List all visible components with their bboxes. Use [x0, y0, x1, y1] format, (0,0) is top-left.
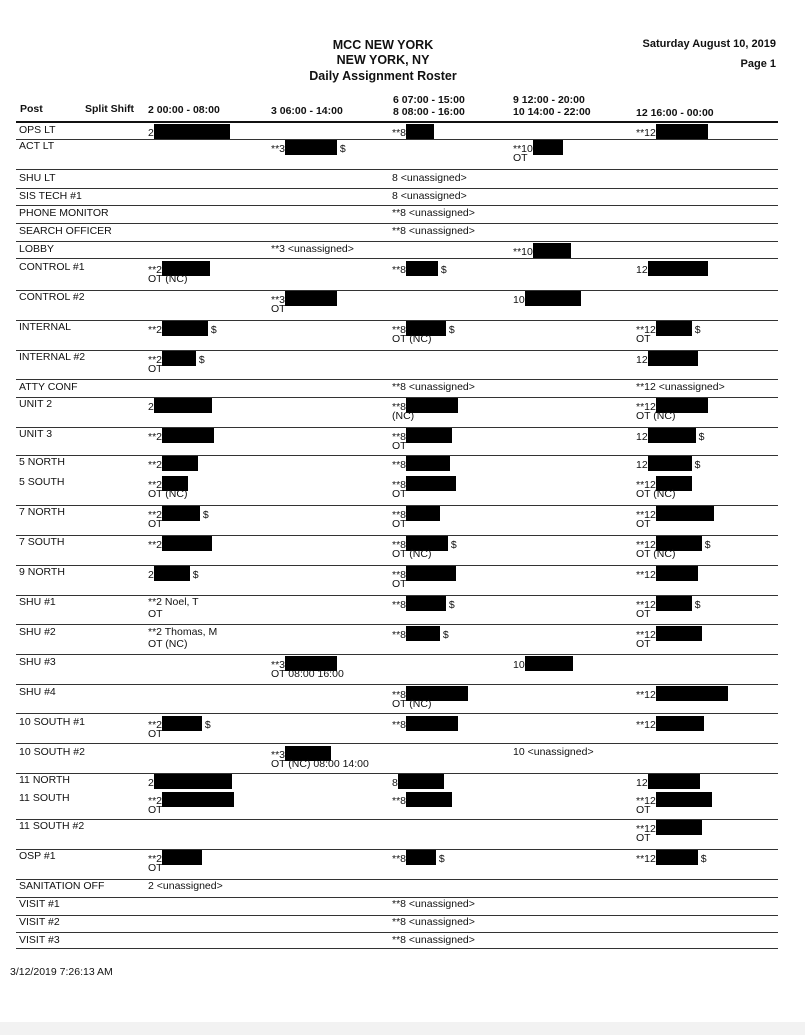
- assignment-cell: [392, 456, 450, 471]
- shift-marker: **2: [148, 431, 163, 443]
- post-label: 9 NORTH: [19, 566, 65, 578]
- redaction-bar: [406, 456, 450, 471]
- overtime-note: OT (NC): [392, 548, 432, 560]
- flag-marker: $: [436, 853, 445, 865]
- assignment-cell: [148, 596, 199, 608]
- assignment-cell: [392, 225, 475, 237]
- assignment-cell: [271, 140, 346, 155]
- redaction-bar: [406, 124, 434, 139]
- redaction-bar: [525, 656, 573, 671]
- post-label: ACT LT: [19, 140, 55, 152]
- shift-marker: **12: [636, 569, 656, 581]
- assignment-cell: [636, 351, 698, 366]
- post-label: VISIT #1: [19, 898, 60, 910]
- row-divider: [16, 654, 778, 655]
- overtime-note: OT: [148, 728, 163, 740]
- flag-marker: $: [691, 599, 701, 611]
- overtime-note: OT (NC): [636, 410, 676, 422]
- redaction-bar: [656, 820, 702, 835]
- redaction-bar: [162, 351, 196, 366]
- post-label: INTERNAL: [19, 321, 71, 333]
- assignment-cell: [148, 626, 217, 638]
- shift-marker: **3: [271, 143, 286, 155]
- shift-marker: **10: [513, 143, 533, 155]
- shift-marker: **8: [392, 569, 407, 581]
- overtime-note: OT: [636, 804, 651, 816]
- redaction-bar: [533, 140, 563, 155]
- assignment-cell: [636, 381, 725, 393]
- assignment-text: 2 <unassigned>: [148, 880, 223, 892]
- overtime-note: OT (NC): [148, 273, 188, 285]
- assignment-cell: [392, 190, 467, 202]
- redaction-bar: [154, 774, 232, 789]
- overtime-note: OT (NC): [636, 548, 676, 560]
- shift-marker: 2: [148, 127, 154, 139]
- redaction-bar: [406, 792, 452, 807]
- assignment-cell: [636, 566, 698, 581]
- flag-marker: $: [697, 853, 707, 865]
- shift-marker: **2: [148, 354, 163, 366]
- assignment-cell: [392, 261, 447, 276]
- assignment-cell: [636, 261, 708, 276]
- assignment-cell: [392, 596, 455, 611]
- post-label: CONTROL #1: [19, 261, 85, 273]
- redaction-bar: [162, 321, 208, 336]
- assignment-cell: [148, 536, 212, 551]
- flag-marker: $: [448, 539, 457, 551]
- post-label: VISIT #2: [19, 916, 60, 928]
- scan-edge: [0, 1022, 805, 1035]
- row-divider: [16, 379, 778, 380]
- redaction-bar: [406, 596, 446, 611]
- col-header-6: 6 07:00 - 15:00: [393, 94, 465, 106]
- assignment-cell: [636, 716, 704, 731]
- assignment-text: 8 <unassigned>: [392, 190, 467, 202]
- shift-marker: 2: [148, 401, 154, 413]
- redaction-bar: [656, 566, 698, 581]
- shift-marker: **12: [636, 401, 656, 413]
- assignment-text: 8 <unassigned>: [392, 172, 467, 184]
- overtime-note: OT 08:00 16:00: [271, 668, 344, 680]
- shift-marker: **12: [636, 629, 656, 641]
- assignment-text: **2 Thomas, M: [148, 626, 218, 638]
- assignment-cell: [392, 172, 467, 184]
- shift-marker: **8: [392, 539, 407, 551]
- shift-marker: **12: [636, 127, 656, 139]
- shift-marker: **8: [392, 795, 407, 807]
- post-label: LOBBY: [19, 243, 55, 255]
- assignment-cell: [392, 934, 475, 946]
- shift-marker: **8: [392, 479, 407, 491]
- title-line-2: NEW YORK, NY: [336, 53, 430, 67]
- report-date: Saturday August 10, 2019: [642, 38, 776, 50]
- row-divider: [16, 743, 778, 744]
- row-divider: [16, 188, 778, 189]
- post-label: SHU LT: [19, 172, 56, 184]
- shift-marker: **8: [392, 401, 407, 413]
- col-header-3: 3 06:00 - 14:00: [271, 105, 343, 117]
- flag-marker: $: [446, 599, 455, 611]
- shift-marker: 2: [148, 777, 154, 789]
- overtime-note: OT: [636, 638, 651, 650]
- flag-marker: $: [438, 264, 447, 276]
- post-label: 11 NORTH: [19, 774, 70, 786]
- col-header-10: 10 14:00 - 22:00: [513, 106, 591, 118]
- redaction-bar: [406, 716, 458, 731]
- redaction-bar: [648, 261, 708, 276]
- shift-marker: **12: [636, 689, 656, 701]
- shift-marker: **3: [271, 749, 286, 761]
- row-divider: [16, 948, 778, 949]
- redaction-bar: [162, 506, 200, 521]
- post-label: PHONE MONITOR: [19, 207, 109, 219]
- redaction-bar: [656, 124, 708, 139]
- assignment-cell: [392, 898, 475, 910]
- assignment-cell: [148, 321, 217, 336]
- shift-marker: 12: [636, 459, 648, 471]
- shift-marker: 2: [148, 569, 154, 581]
- redaction-bar: [154, 398, 212, 413]
- shift-marker: **2: [148, 795, 163, 807]
- post-label: SIS TECH #1: [19, 190, 82, 202]
- row-divider: [16, 713, 778, 714]
- overtime-note: OT (NC): [392, 333, 432, 345]
- overtime-note: OT: [513, 152, 528, 164]
- row-divider: [16, 223, 778, 224]
- shift-marker: **12: [636, 324, 656, 336]
- redaction-bar: [656, 850, 698, 865]
- shift-marker: **8: [392, 459, 407, 471]
- assignment-text: **8 <unassigned>: [392, 916, 475, 928]
- post-label: ATTY CONF: [19, 381, 78, 393]
- shift-marker: **8: [392, 509, 407, 521]
- assignment-cell: [636, 456, 700, 471]
- shift-marker: **12: [636, 719, 656, 731]
- overtime-note: OT (NC) 08:00 14:00: [271, 758, 369, 770]
- redaction-bar: [656, 792, 712, 807]
- shift-marker: **8: [392, 127, 407, 139]
- redaction-bar: [406, 506, 440, 521]
- flag-marker: $: [200, 509, 209, 521]
- assignment-cell: [148, 456, 198, 471]
- redaction-bar: [656, 506, 714, 521]
- shift-marker: **8: [392, 431, 407, 443]
- redaction-bar: [656, 626, 702, 641]
- shift-marker: **8: [392, 719, 407, 731]
- shift-marker: **2: [148, 509, 163, 521]
- post-label: 10 SOUTH #1: [19, 716, 85, 728]
- assignment-text: **8 <unassigned>: [392, 381, 475, 393]
- overtime-note: OT: [148, 862, 163, 874]
- assignment-text: **2 Noel, T: [148, 596, 199, 608]
- overtime-note: OT: [392, 578, 407, 590]
- row-divider: [16, 169, 778, 170]
- row-divider: [16, 290, 778, 291]
- assignment-cell: [148, 124, 230, 139]
- assignment-cell: [148, 880, 223, 892]
- assignment-cell: [392, 207, 475, 219]
- redaction-bar: [648, 456, 692, 471]
- post-label: OPS LT: [19, 124, 56, 136]
- redaction-bar: [656, 321, 692, 336]
- overtime-note: OT (NC): [392, 698, 432, 710]
- redaction-bar: [406, 428, 452, 443]
- shift-marker: **8: [392, 629, 407, 641]
- overtime-note: OT: [148, 608, 163, 620]
- redaction-bar: [406, 850, 436, 865]
- post-label: VISIT #3: [19, 934, 60, 946]
- assignment-cell: [148, 774, 232, 789]
- overtime-note: OT: [636, 608, 651, 620]
- shift-marker: **12: [636, 599, 656, 611]
- redaction-bar: [285, 291, 337, 306]
- redaction-bar: [648, 428, 696, 443]
- overtime-note: OT: [636, 832, 651, 844]
- redaction-bar: [162, 456, 198, 471]
- row-divider: [16, 139, 778, 140]
- assignment-cell: [392, 381, 475, 393]
- shift-marker: **2: [148, 719, 163, 731]
- flag-marker: $: [691, 324, 701, 336]
- row-divider: [16, 241, 778, 242]
- shift-marker: **2: [148, 479, 163, 491]
- post-label: 11 SOUTH: [19, 792, 70, 804]
- shift-marker: **12: [636, 823, 656, 835]
- overtime-note: OT: [148, 363, 163, 375]
- assignment-cell: [636, 850, 707, 865]
- flag-marker: $: [337, 143, 346, 155]
- assignment-text: **8 <unassigned>: [392, 207, 475, 219]
- assignment-cell: [513, 746, 594, 758]
- shift-marker: **12: [636, 539, 656, 551]
- redaction-bar: [656, 596, 692, 611]
- col-header-12: 12 16:00 - 00:00: [636, 107, 714, 119]
- assignment-cell: [392, 792, 452, 807]
- post-label: UNIT 3: [19, 428, 53, 440]
- assignment-cell: [148, 428, 214, 443]
- post-label: INTERNAL #2: [19, 351, 86, 363]
- assignment-cell: [636, 124, 708, 139]
- shift-marker: **3: [271, 659, 286, 671]
- shift-marker: **8: [392, 324, 407, 336]
- print-timestamp: 3/12/2019 7:26:13 AM: [10, 966, 113, 978]
- flag-marker: $: [446, 324, 455, 336]
- assignment-cell: [148, 398, 212, 413]
- redaction-bar: [154, 566, 190, 581]
- post-label: 7 NORTH: [19, 506, 65, 518]
- assignment-cell: [148, 566, 199, 581]
- shift-marker: **3: [271, 294, 286, 306]
- shift-marker: **8: [392, 853, 407, 865]
- shift-marker: **8: [392, 599, 407, 611]
- row-divider: [16, 684, 778, 685]
- overtime-note: OT (NC): [148, 638, 188, 650]
- post-label: CONTROL #2: [19, 291, 85, 303]
- flag-marker: $: [440, 629, 449, 641]
- row-divider: [16, 258, 778, 259]
- flag-marker: $: [691, 459, 701, 471]
- redaction-bar: [656, 686, 728, 701]
- post-label: SEARCH OFFICER: [19, 225, 112, 237]
- overtime-note: OT: [636, 518, 651, 530]
- flag-marker: $: [208, 324, 217, 336]
- overtime-note: (NC): [392, 410, 415, 422]
- flag-marker: $: [695, 431, 705, 443]
- overtime-note: OT: [636, 333, 651, 345]
- shift-marker: **2: [148, 853, 163, 865]
- redaction-bar: [406, 566, 456, 581]
- title-line-3: Daily Assignment Roster: [309, 69, 457, 83]
- flag-marker: $: [196, 354, 205, 366]
- redaction-bar: [648, 351, 698, 366]
- redaction-bar: [533, 243, 571, 258]
- post-label: OSP #1: [19, 850, 56, 862]
- redaction-bar: [285, 140, 337, 155]
- row-divider: [16, 624, 778, 625]
- overtime-note: OT: [148, 518, 163, 530]
- assignment-cell: [513, 656, 573, 671]
- post-label: 5 SOUTH: [19, 476, 65, 488]
- header-rule: [16, 121, 778, 123]
- post-label: 10 SOUTH #2: [19, 746, 85, 758]
- col-header-post: Post: [20, 103, 43, 115]
- assignment-cell: [513, 291, 581, 306]
- shift-marker: **12: [636, 795, 656, 807]
- post-label: SHU #4: [19, 686, 56, 698]
- redaction-bar: [398, 774, 444, 789]
- redaction-bar: [162, 716, 202, 731]
- shift-marker: **2: [148, 459, 163, 471]
- shift-marker: 10: [513, 659, 525, 671]
- post-label: SHU #1: [19, 596, 56, 608]
- overtime-note: OT: [271, 303, 286, 315]
- assignment-cell: [636, 428, 704, 443]
- redaction-bar: [406, 476, 456, 491]
- shift-marker: **2: [148, 324, 163, 336]
- assignment-cell: [271, 243, 354, 255]
- shift-marker: 12: [636, 777, 648, 789]
- redaction-bar: [406, 626, 440, 641]
- redaction-bar: [648, 774, 700, 789]
- redaction-bar: [154, 124, 230, 139]
- redaction-bar: [162, 850, 202, 865]
- shift-marker: **8: [392, 689, 407, 701]
- page-number: Page 1: [740, 58, 776, 70]
- redaction-bar: [656, 716, 704, 731]
- flag-marker: $: [701, 539, 711, 551]
- assignment-cell: [513, 243, 571, 258]
- shift-marker: 12: [636, 431, 648, 443]
- assignment-cell: [392, 850, 445, 865]
- redaction-bar: [162, 428, 214, 443]
- assignment-text: **8 <unassigned>: [392, 898, 475, 910]
- redaction-bar: [162, 792, 234, 807]
- assignment-cell: [392, 124, 434, 139]
- post-label: SANITATION OFF: [19, 880, 105, 892]
- assignment-cell: [392, 774, 444, 789]
- row-divider: [16, 205, 778, 206]
- shift-marker: 8: [392, 777, 398, 789]
- flag-marker: $: [189, 569, 199, 581]
- assignment-text: **8 <unassigned>: [392, 225, 475, 237]
- col-header-split: Split Shift: [85, 103, 134, 115]
- overtime-note: OT: [392, 440, 407, 452]
- redaction-bar: [525, 291, 581, 306]
- overtime-note: OT (NC): [636, 488, 676, 500]
- overtime-note: OT: [148, 804, 163, 816]
- assignment-text: **3 <unassigned>: [271, 243, 354, 255]
- assignment-text: 10 <unassigned>: [513, 746, 594, 758]
- shift-marker: 12: [636, 354, 648, 366]
- shift-marker: 12: [636, 264, 648, 276]
- redaction-bar: [406, 261, 438, 276]
- overtime-note: OT (NC): [148, 488, 188, 500]
- assignment-text: **8 <unassigned>: [392, 934, 475, 946]
- row-divider: [16, 932, 778, 933]
- shift-marker: **8: [392, 264, 407, 276]
- post-label: UNIT 2: [19, 398, 53, 410]
- post-label: 5 NORTH: [19, 456, 65, 468]
- flag-marker: $: [202, 719, 211, 731]
- shift-marker: 10: [513, 294, 525, 306]
- assignment-cell: [392, 626, 449, 641]
- assignment-cell: [392, 716, 458, 731]
- post-label: 11 SOUTH #2: [19, 820, 85, 832]
- shift-marker: **12: [636, 509, 656, 521]
- assignment-text: **12 <unassigned>: [636, 381, 725, 393]
- shift-marker: **12: [636, 853, 656, 865]
- shift-marker: **10: [513, 246, 533, 258]
- col-header-2: 2 00:00 - 08:00: [148, 104, 220, 116]
- redaction-bar: [162, 536, 212, 551]
- shift-marker: **2: [148, 264, 163, 276]
- assignment-cell: [392, 916, 475, 928]
- col-header-8: 8 08:00 - 16:00: [393, 106, 465, 118]
- assignment-cell: [636, 774, 700, 789]
- row-divider: [16, 879, 778, 880]
- assignment-cell: [636, 686, 728, 701]
- overtime-note: OT: [392, 488, 407, 500]
- shift-marker: **2: [148, 539, 163, 551]
- post-label: SHU #3: [19, 656, 56, 668]
- post-label: SHU #2: [19, 626, 56, 638]
- col-header-9: 9 12:00 - 20:00: [513, 94, 585, 106]
- shift-marker: **12: [636, 479, 656, 491]
- title-line-1: MCC NEW YORK: [332, 38, 434, 52]
- post-label: 7 SOUTH: [19, 536, 65, 548]
- overtime-note: OT: [392, 518, 407, 530]
